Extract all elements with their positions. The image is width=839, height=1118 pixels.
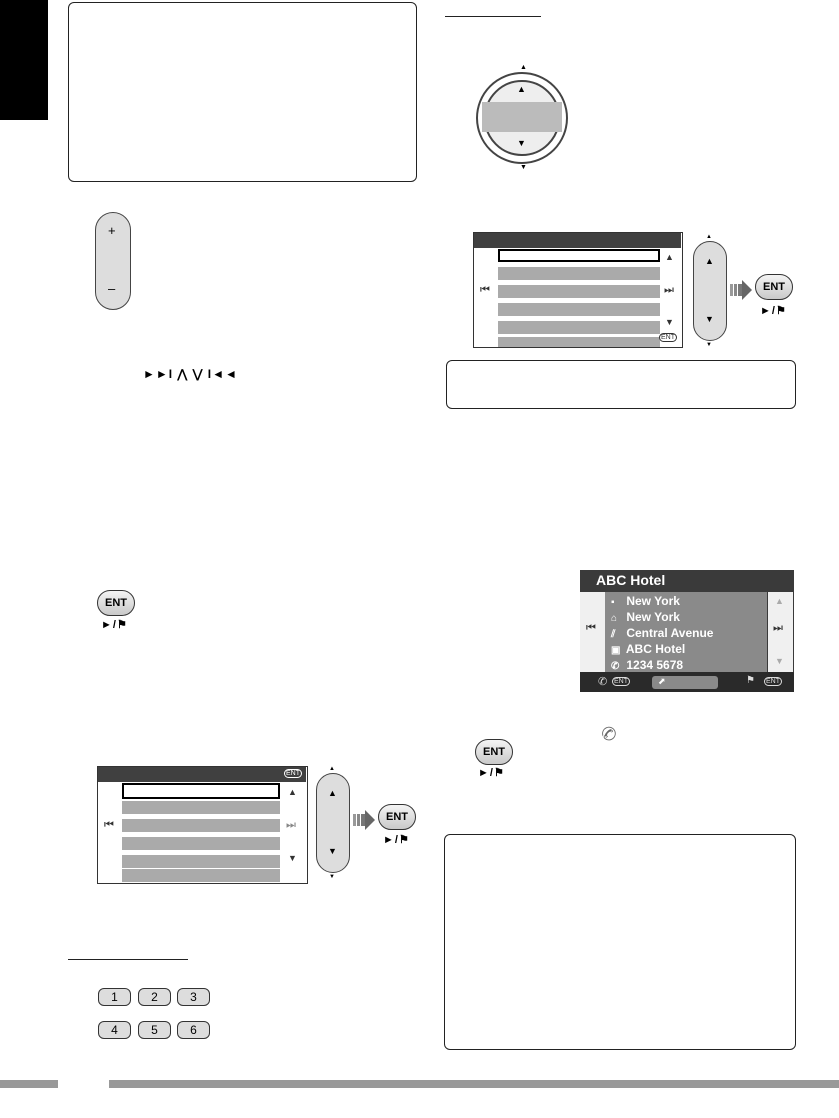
play-flag-label-2: ►/⚑ [101,619,128,631]
volume-minus[interactable]: – [108,281,116,296]
ent-badge-icon: ENT [661,334,675,341]
note-box-middle [446,360,796,409]
knob-down-icon[interactable]: ▼ [328,846,337,856]
list-item: ⌂ New York [611,610,680,624]
list-row[interactable] [122,819,280,832]
ent-button-4[interactable]: ENT [378,804,416,830]
play-flag-label-3: ►/⚑ [478,767,505,779]
heading-underline-left [68,959,188,960]
prev-icon[interactable]: ⏮ [480,284,490,296]
note-box-bottom [444,834,796,1050]
ent-button-2[interactable]: ENT [97,590,135,616]
key-6[interactable]: 6 [177,1021,210,1039]
list-row[interactable] [498,321,660,334]
phone-icon: ✆ [611,661,620,672]
prev-icon[interactable]: ⏮ [586,622,596,634]
dial-up-arrow-icon[interactable]: ▲ [517,84,526,94]
prev-icon[interactable]: ⏮ [104,819,114,831]
ent-button-3[interactable]: ENT [475,739,513,765]
screen-title-bar [474,233,681,248]
road-icon: ⫽ [611,629,616,640]
hotel-info-screen [580,570,794,692]
play-flag-label-4: ►/⚑ [383,834,410,846]
key-4[interactable]: 4 [98,1021,131,1039]
list-row[interactable] [122,801,280,814]
footer-bar-right [109,1080,839,1088]
key-1[interactable]: 1 [98,988,131,1006]
hotel-screen-title: ABC Hotel [596,572,666,588]
poi-icon: ▣ [611,645,621,656]
list-screen-2 [97,766,308,884]
section-tab [0,0,48,120]
scroll-knob-2[interactable]: ▲ ▲ ▼ ▼ [315,766,351,884]
track-buttons: ►►I ⋀ ⋁ I◄◄ [143,367,238,381]
note-box-top [68,2,417,182]
scroll-up-icon[interactable]: ▲ [775,596,784,606]
list-row-selected[interactable] [122,783,280,799]
building-icon: ⌂ [611,613,618,624]
scroll-down-icon[interactable]: ▼ [665,317,674,327]
list-row[interactable] [498,267,660,280]
scroll-up-icon[interactable]: ▲ [665,252,674,262]
footer-bar-left [0,1080,58,1088]
dial-down-tick: ▼ [520,164,527,171]
heading-underline-right [445,16,541,17]
ent-badge-icon: ENT [766,678,780,685]
key-2[interactable]: 2 [138,988,171,1006]
volume-knob[interactable] [95,212,131,310]
arrow-right-icon [353,810,375,830]
list-item: ✆ 1234 5678 [611,658,684,672]
route-button[interactable]: ⬈ [652,676,718,689]
flag-icon: ▪ [611,597,615,608]
volume-plus[interactable]: + [108,223,116,238]
scroll-up-icon[interactable]: ▲ [288,787,297,797]
next-icon[interactable]: ⏭ [286,819,296,831]
hotel-screen-footer [580,672,794,692]
ent-badge-icon: ENT [614,678,628,685]
ent-badge-icon: ENT [286,770,300,777]
scroll-down-icon[interactable]: ▼ [288,853,297,863]
dial-middle-band [482,102,562,132]
list-screen-1 [473,232,683,348]
list-item: ▣ ABC Hotel [611,642,686,656]
next-icon[interactable]: ⏭ [664,284,674,296]
knob-down-icon[interactable]: ▼ [705,314,714,324]
list-row[interactable] [122,869,280,882]
scroll-knob-1[interactable]: ▲ ▲ ▼ ▼ [692,234,728,352]
next-icon[interactable]: ⏭ [773,622,783,634]
ent-button-1[interactable]: ENT [755,274,793,300]
list-item: ⫽ Central Avenue [611,626,714,640]
knob-up-icon[interactable]: ▲ [328,788,337,798]
dial-down-arrow-icon[interactable]: ▼ [517,138,526,148]
arrow-right-icon [730,280,752,300]
key-3[interactable]: 3 [177,988,210,1006]
list-row[interactable] [498,285,660,298]
knob-up-icon[interactable]: ▲ [705,256,714,266]
phone-icon: ✆ [598,722,620,747]
list-row[interactable] [498,303,660,316]
list-row[interactable] [122,855,280,868]
scroll-down-icon[interactable]: ▼ [775,656,784,666]
list-row[interactable] [122,837,280,850]
play-flag-label-1: ►/⚑ [760,305,787,317]
list-row-selected[interactable] [498,249,660,262]
screen-title-bar [98,767,306,782]
key-5[interactable]: 5 [138,1021,171,1039]
list-item: ▪ New York [611,594,680,608]
dial-up-tick: ▲ [520,64,527,71]
control-dial[interactable] [472,64,572,174]
hotel-detail-list [605,592,767,678]
phone-icon[interactable]: ✆ [598,676,608,688]
navigate-flag-icon[interactable]: ⚑ [746,675,755,686]
list-row[interactable] [498,337,660,347]
